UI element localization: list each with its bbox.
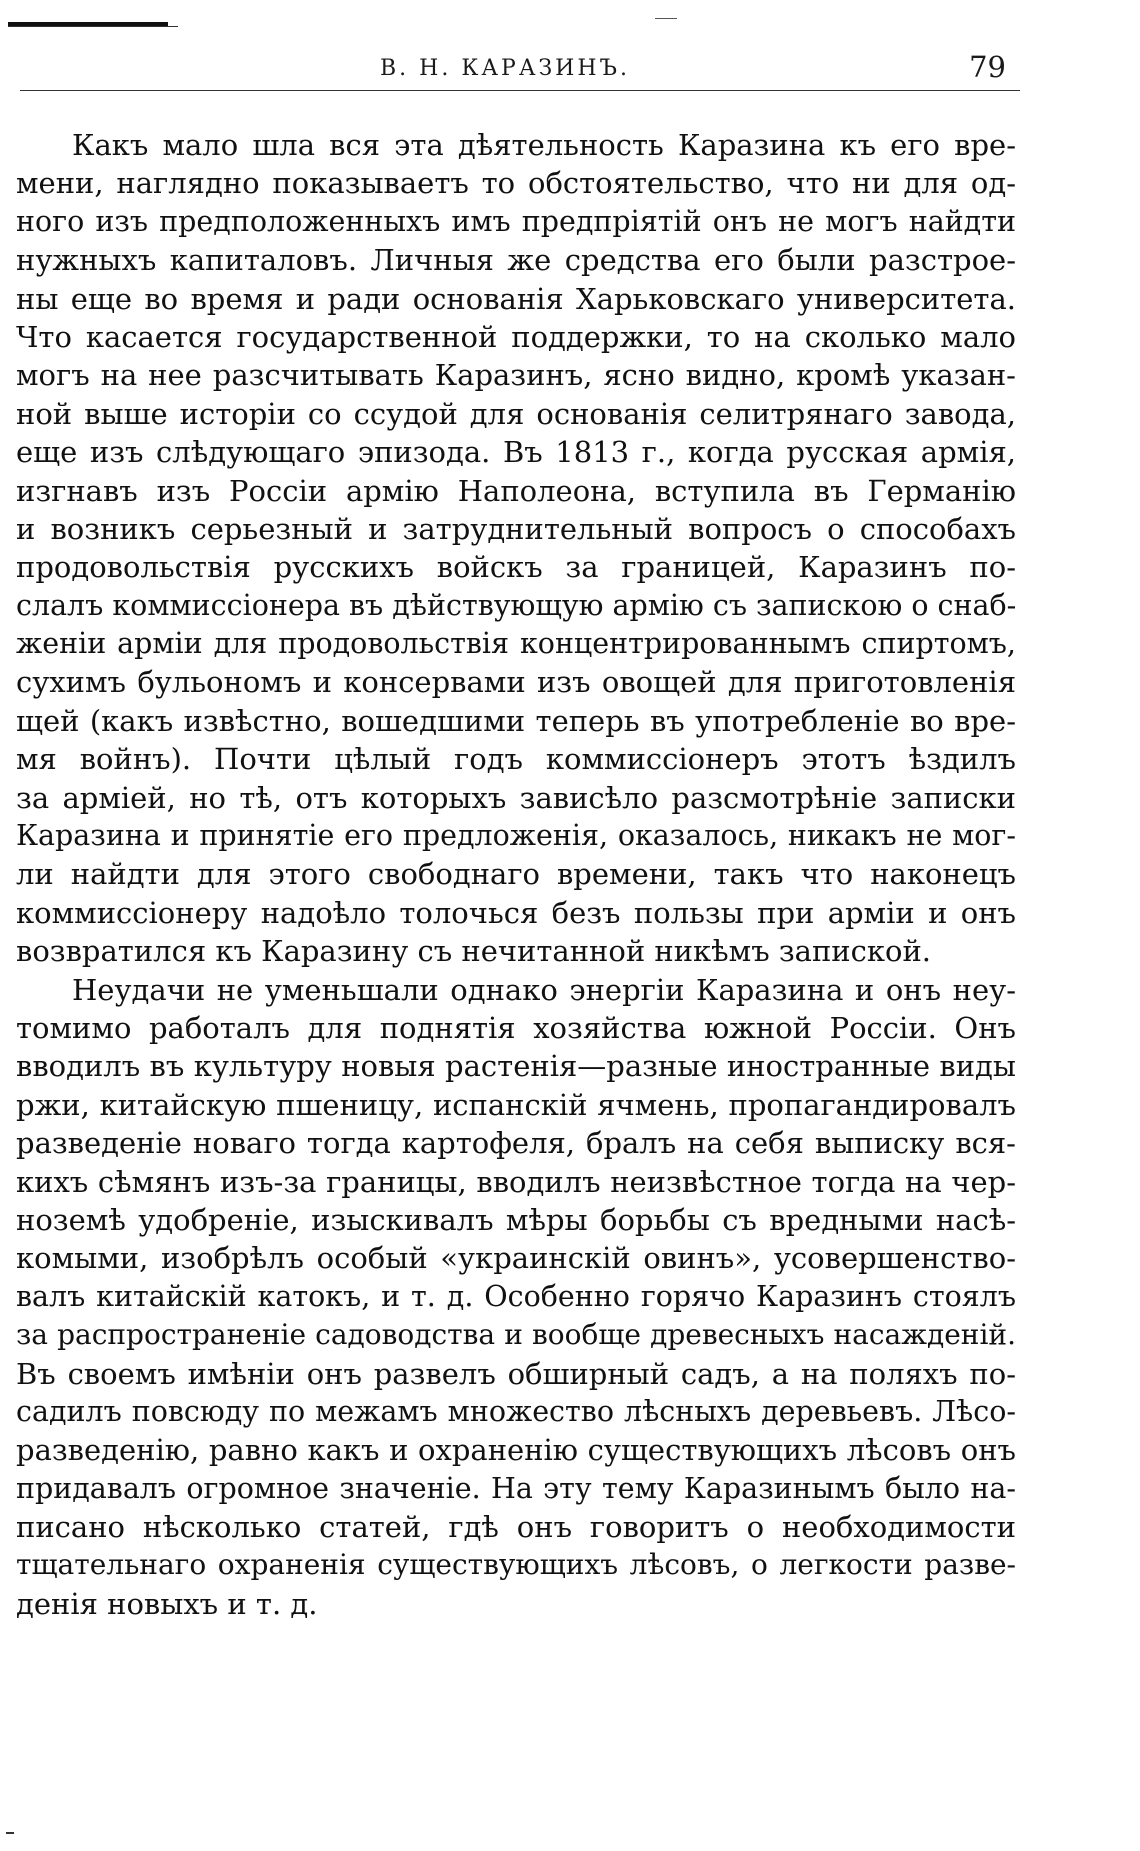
body-text bbox=[16, 126, 1016, 1623]
text-line: придавалъ огромное значеніе. На эту тему Каразинымъ было на- bbox=[16, 1471, 1016, 1505]
text-line: томимо работалъ для поднятія хозяйства южной Россіи. Онъ bbox=[16, 1010, 1016, 1045]
scan-artifact bbox=[655, 18, 677, 19]
header-rule bbox=[20, 90, 1020, 91]
text-line: возвратился къ Каразину съ нечитанной никѣмъ запиской. bbox=[16, 934, 932, 969]
text-line: нужныхъ капиталовъ. Личныя же средства его были разстрое- bbox=[16, 243, 1016, 278]
page-header bbox=[20, 50, 1020, 90]
text-line: валъ китайскій катокъ, и т. д. Особенно горячо Каразинъ стоялъ bbox=[16, 1279, 1016, 1313]
text-line: могъ на нее разсчитывать Каразинъ, ясно видно, кромѣ указан- bbox=[16, 358, 1016, 393]
text-line: ноземѣ удобреніе, изыскивалъ мѣры борьбы съ вредными насѣ- bbox=[16, 1202, 1016, 1237]
text-line: тщательнаго охраненія существующихъ лѣсовъ, о легкости разве- bbox=[16, 1548, 1016, 1582]
scan-edge-rule bbox=[8, 26, 178, 27]
text-line: за арміей, но тѣ, отъ которыхъ зависѣло разсмотрѣніе записки bbox=[16, 780, 1016, 815]
text-line: Неудачи не уменьшали однако энергіи Каразина и онъ неу- bbox=[72, 972, 1016, 1007]
text-line: Что касается государственной поддержки, то на сколько мало bbox=[16, 319, 1016, 354]
text-line: разведенію, равно какъ и охраненію существующихъ лѣсовъ онъ bbox=[16, 1433, 1016, 1468]
text-line: сухимъ бульономъ и консервами изъ овощей для приготовленія bbox=[16, 665, 1016, 700]
text-line: ны еще во время и ради основанія Харьковскаго университета. bbox=[16, 281, 1016, 316]
text-line: ного изъ предположенныхъ имъ предпріятій онъ не могъ найдти bbox=[16, 204, 1016, 238]
text-line: щей (какъ извѣстно, вошедшими теперь въ употребленіе во вре- bbox=[16, 703, 1016, 738]
running-title: В. Н. КАРАЗИНЪ. bbox=[380, 56, 631, 81]
text-line: ржи, китайскую пшеницу, испанскій ячмень, пропагандировалъ bbox=[16, 1087, 1016, 1122]
text-line: за распространеніе садоводства и вообще древесныхъ насажденій. bbox=[16, 1318, 1016, 1352]
text-line: мени, наглядно показываетъ то обстоятельство, что ни для од- bbox=[16, 166, 1016, 201]
text-line: вводилъ въ культуру новыя растенія—разные иностранные виды bbox=[16, 1049, 1016, 1084]
text-line: и возникъ серьезный и затруднительный вопросъ о способахъ bbox=[16, 511, 1016, 546]
text-line: коммиссіонеру надоѣло толочься безъ пользы при арміи и онъ bbox=[16, 895, 1016, 930]
text-line: комыми, изобрѣлъ особый «украинскій овинъ», усовершенство- bbox=[16, 1241, 1016, 1276]
text-line: ли найдти для этого свободнаго времени, такъ что наконецъ bbox=[16, 857, 1016, 892]
text-line: садилъ повсюду по межамъ множество лѣсныхъ деревьевъ. Лѣсо- bbox=[16, 1394, 1016, 1428]
text-line: писано нѣсколько статей, гдѣ онъ говоритъ о необходимости bbox=[16, 1510, 1016, 1545]
text-line: ной выше исторіи со ссудой для основанія селитрянаго завода, bbox=[16, 396, 1016, 431]
text-line: денія новыхъ и т. д. bbox=[16, 1586, 318, 1621]
text-line: Какъ мало шла вся эта дѣятельность Каразина къ его вре- bbox=[72, 128, 1016, 162]
text-line: кихъ сѣмянъ изъ-за границы, вводилъ неизвѣстное тогда на чер- bbox=[16, 1164, 1016, 1199]
text-line: еще изъ слѣдующаго эпизода. Въ 1813 г., когда русская армія, bbox=[16, 435, 1016, 470]
text-line: женіи арміи для продовольствія концентрированнымъ спиртомъ, bbox=[16, 627, 1016, 661]
text-line: продовольствія русскихъ войскъ за границей, Каразинъ по- bbox=[16, 550, 1016, 585]
text-line: Каразина и принятіе его предложенія, оказалось, никакъ не мог- bbox=[16, 819, 1016, 853]
text-line: разведеніе новаго тогда картофеля, бралъ на себя выписку вся- bbox=[16, 1126, 1016, 1161]
page-number: 79 bbox=[969, 50, 1006, 84]
text-line: изгнавъ изъ Россіи армію Наполеона, вступила въ Германію bbox=[16, 473, 1016, 508]
scan-artifact-bottom bbox=[6, 1832, 14, 1834]
text-line: Въ своемъ имѣніи онъ развелъ обширный садъ, а на поляхъ по- bbox=[16, 1356, 1016, 1391]
paragraph-1 bbox=[16, 126, 1016, 971]
text-line: слалъ коммиссіонера въ дѣйствующую армію съ запискою о снаб- bbox=[16, 588, 1017, 622]
text-line: мя войнъ). Почти цѣлый годъ коммиссіонеръ этотъ ѣздилъ bbox=[16, 742, 1016, 777]
paragraph-2 bbox=[16, 971, 1016, 1624]
